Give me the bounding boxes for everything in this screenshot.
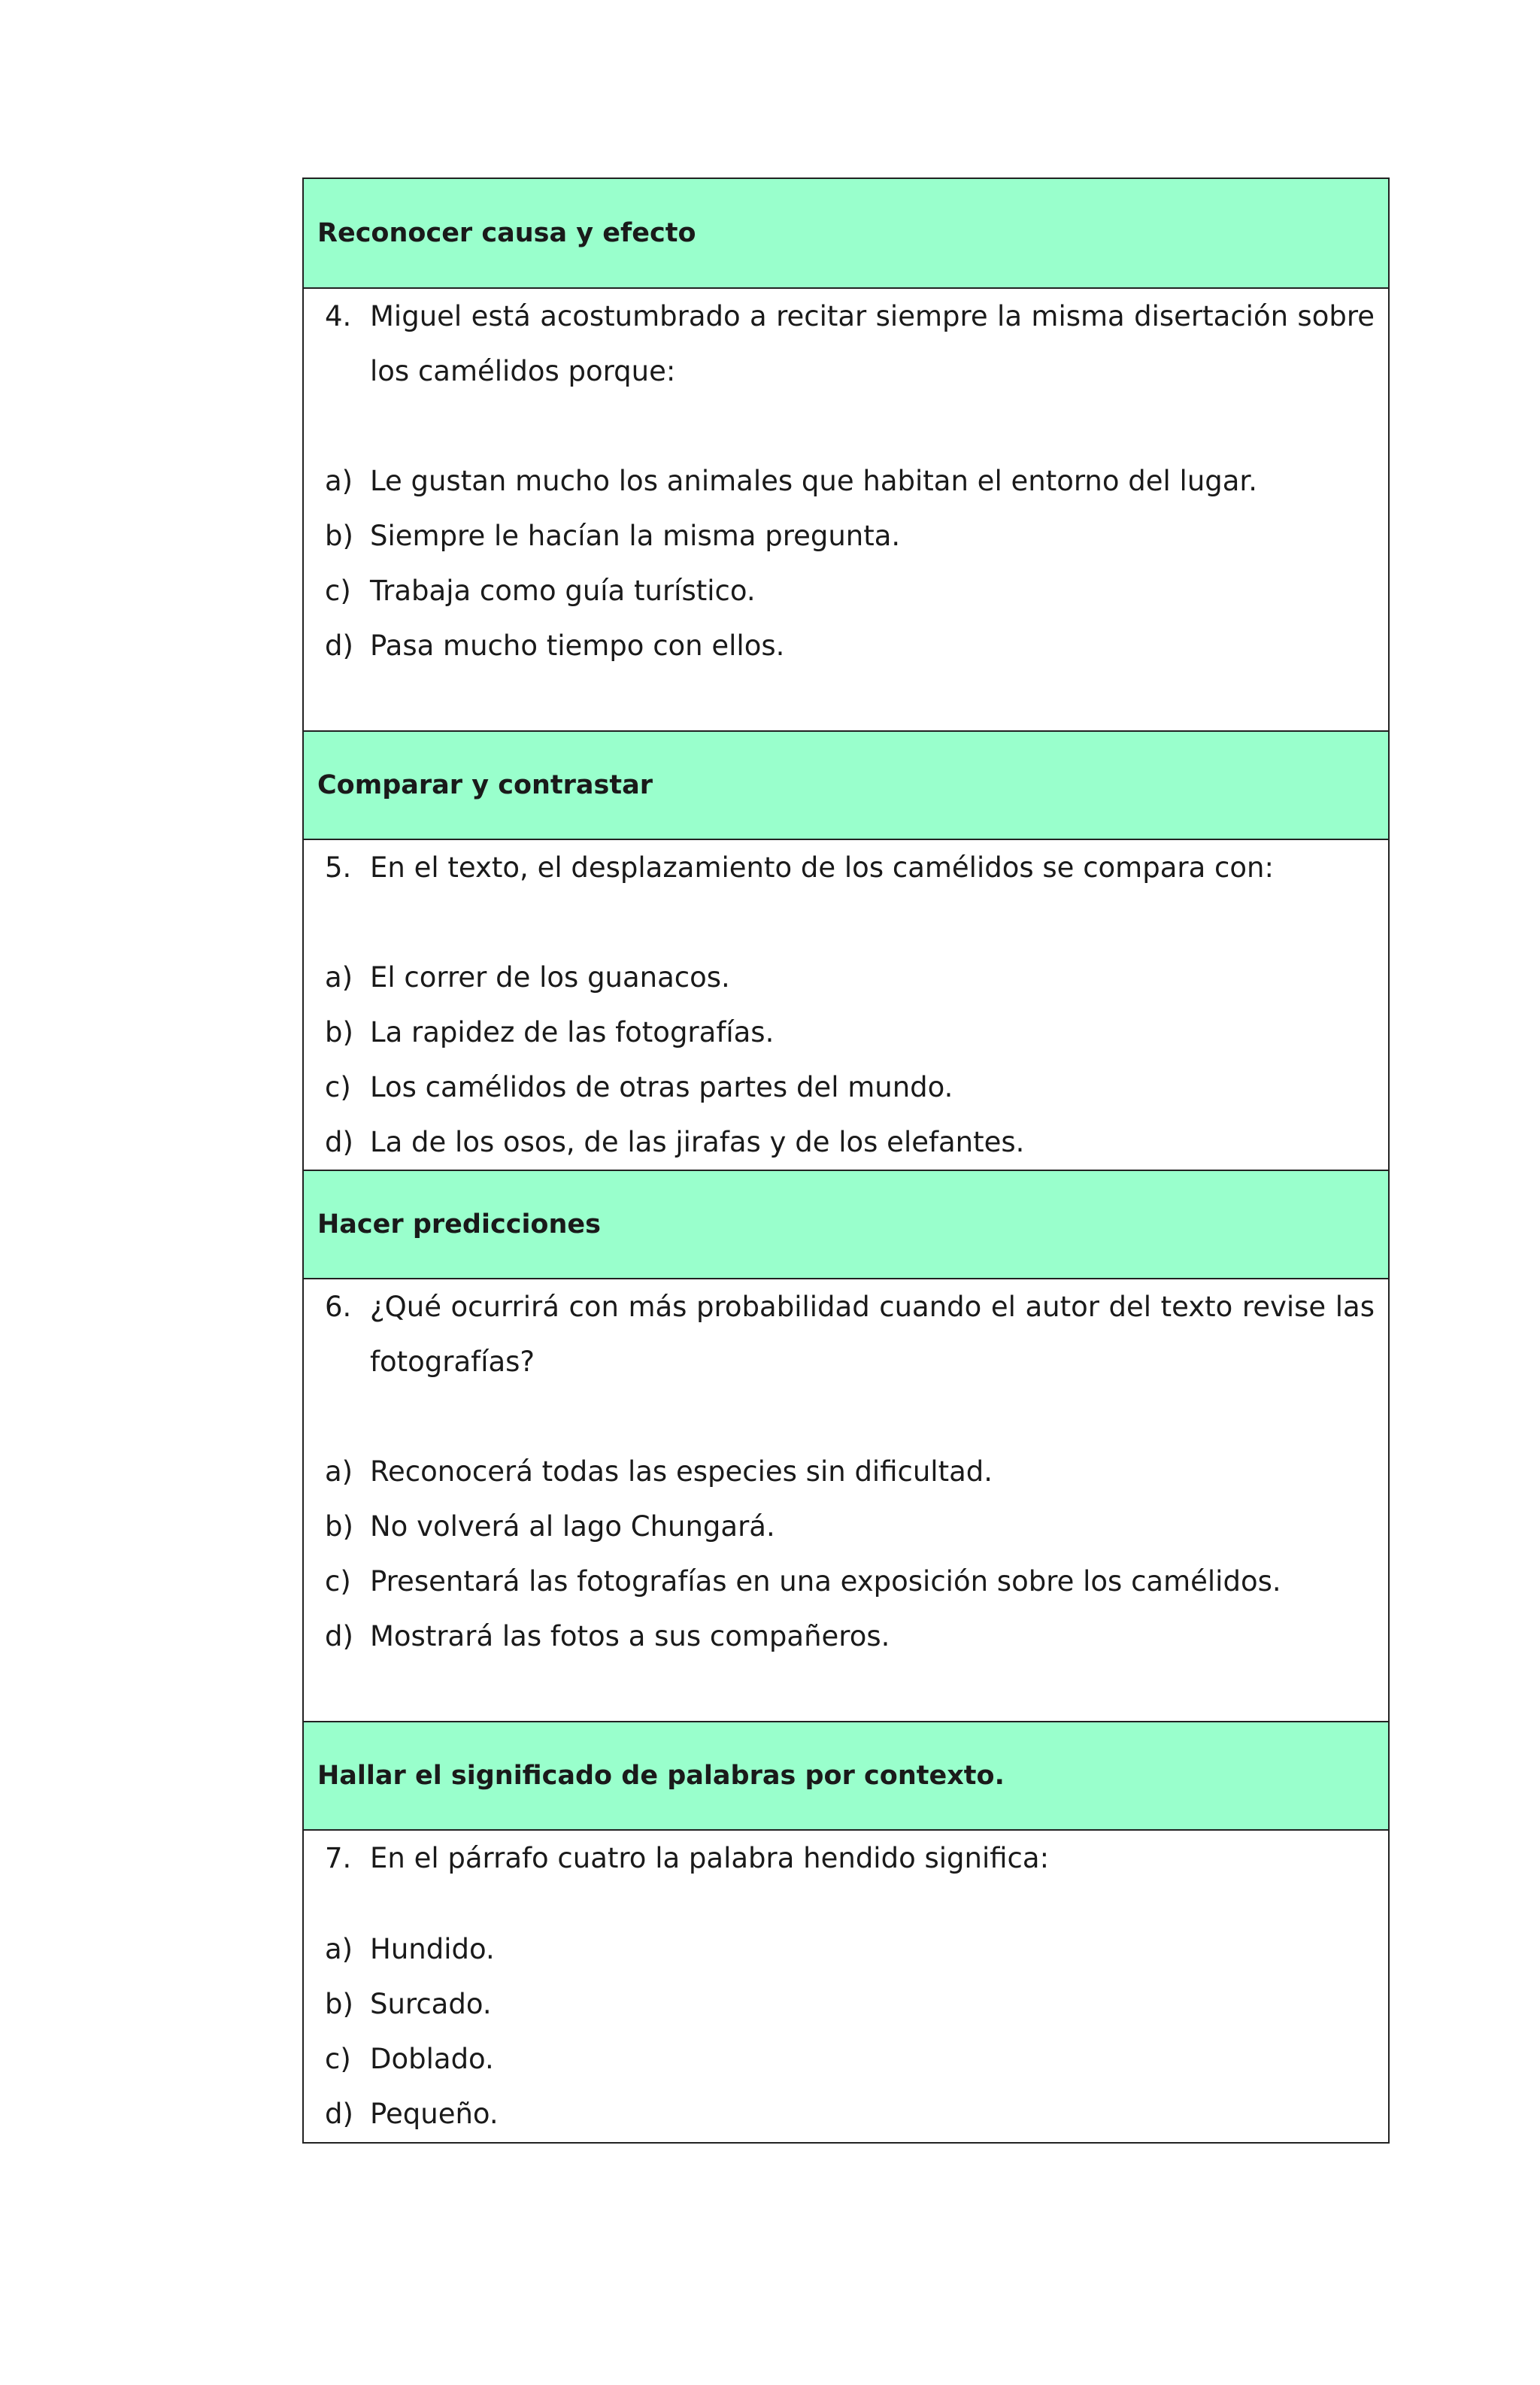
option-a [325, 1444, 1375, 1499]
section-word-meaning [304, 1721, 1388, 2142]
option-a [325, 950, 1375, 1005]
question-number: 4. [325, 300, 352, 332]
option-letter: a) [325, 1933, 353, 1965]
option-letter: d) [325, 1620, 353, 1652]
question-text: Miguel está acostumbrado a recitar siempre la misma disertación sobre los camélidos porque: [370, 300, 1375, 387]
option-text: Hundido. [370, 1933, 495, 1965]
option-letter: a) [325, 1455, 353, 1488]
section-body [304, 289, 1388, 730]
section-body [304, 1279, 1388, 1721]
option-c [325, 563, 1375, 618]
option-text: Presentará las fotografías en una exposición sobre los camélidos. [370, 1565, 1281, 1598]
section-heading: Hallar el significado de palabras por contexto. [304, 1721, 1388, 1831]
option-letter: d) [325, 630, 353, 662]
option-text: Pequeño. [370, 2098, 499, 2130]
option-text: Le gustan mucho los animales que habitan el entorno del lugar. [370, 465, 1258, 497]
question-text: ¿Qué ocurrirá con más probabilidad cuando el autor del texto revise las fotografías? [370, 1291, 1375, 1378]
option-text: Reconocerá todas las especies sin dificultad. [370, 1455, 993, 1488]
option-text: Los camélidos de otras partes del mundo. [370, 1071, 953, 1103]
option-text: La rapidez de las fotografías. [370, 1016, 775, 1048]
section-body [304, 1831, 1388, 2142]
option-letter: b) [325, 520, 353, 552]
option-letter: c) [325, 1565, 351, 1598]
option-text: Pasa mucho tiempo con ellos. [370, 630, 785, 662]
option-b [325, 1977, 1375, 2031]
option-text: Mostrará las fotos a sus compañeros. [370, 1620, 890, 1652]
question-number: 7. [325, 1842, 352, 1874]
section-cause-effect [304, 179, 1388, 730]
option-letter: d) [325, 1126, 353, 1158]
option-text: Surcado. [370, 1988, 492, 2020]
question [325, 840, 1375, 895]
option-text: La de los osos, de las jirafas y de los elefantes. [370, 1126, 1025, 1158]
option-d [325, 1115, 1375, 1170]
section-heading: Hacer predicciones [304, 1170, 1388, 1279]
question-text: En el párrafo cuatro la palabra hendido significa: [370, 1842, 1050, 1874]
option-c [325, 1554, 1375, 1609]
option-letter: b) [325, 1510, 353, 1543]
option-c [325, 2031, 1375, 2086]
question-text: En el texto, el desplazamiento de los camélidos se compara con: [370, 851, 1274, 884]
option-c [325, 1060, 1375, 1115]
question-number: 5. [325, 851, 352, 884]
option-letter: a) [325, 465, 353, 497]
question [325, 1279, 1375, 1389]
option-b [325, 1499, 1375, 1554]
option-letter: a) [325, 961, 353, 994]
question [325, 1831, 1375, 1886]
section-compare-contrast [304, 730, 1388, 1170]
option-text: Doblado. [370, 2043, 494, 2075]
section-body [304, 840, 1388, 1170]
option-letter: d) [325, 2098, 353, 2130]
option-letter: b) [325, 1988, 353, 2020]
option-text: Siempre le hacían la misma pregunta. [370, 520, 901, 552]
option-text: Trabaja como guía turístico. [370, 575, 756, 607]
question [325, 289, 1375, 399]
option-letter: c) [325, 575, 351, 607]
section-predictions [304, 1170, 1388, 1721]
option-d [325, 2086, 1375, 2141]
option-letter: c) [325, 1071, 351, 1103]
question-table [302, 178, 1390, 2144]
option-letter: b) [325, 1016, 353, 1048]
question-number: 6. [325, 1291, 352, 1323]
option-d [325, 1609, 1375, 1664]
option-a [325, 454, 1375, 508]
section-heading: Comparar y contrastar [304, 730, 1388, 840]
option-text: El correr de los guanacos. [370, 961, 730, 994]
option-text: No volverá al lago Chungará. [370, 1510, 775, 1543]
option-b [325, 1005, 1375, 1060]
option-letter: c) [325, 2043, 351, 2075]
option-d [325, 618, 1375, 673]
option-a [325, 1922, 1375, 1977]
section-heading: Reconocer causa y efecto [304, 179, 1388, 289]
option-b [325, 508, 1375, 563]
